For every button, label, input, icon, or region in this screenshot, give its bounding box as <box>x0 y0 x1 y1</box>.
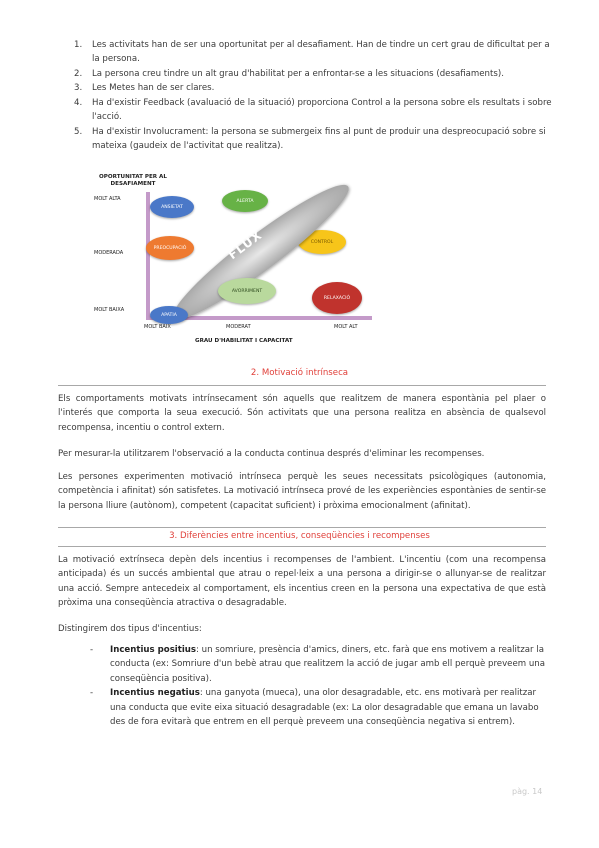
paragraph: Els comportaments motivats intrínsecament són aquells que realitzem de manera espontània pel plaer o l'interés que comporta la seua execució. Són activitats que una persona realitza en absència de qualsevol recompensa, incentiu o control extern. <box>58 394 546 433</box>
bubble-alerta: ALERTA <box>222 190 268 212</box>
y-tick-high: MOLT ALTA <box>94 196 121 202</box>
paragraph: La motivació extrínseca depèn dels incentius i recompenses de l'ambient. L'incentiu (com una recompensa anticipada) és un succés ambiental que atrau o repel·leix a una persona a dirigir-se o allunyar-se de realitzar una acció. Sempre antecedeix al comportament, els incentius creen en la persona una expectativa de que està pròxima una conseqüència atractiva o desagradable. <box>58 555 546 609</box>
list-item: 3. Les Metes han de ser clares. <box>74 83 215 94</box>
y-axis-title: OPORTUNITAT PER AL DESAFIAMENT <box>99 174 167 187</box>
section-divider <box>58 527 546 528</box>
list-item: - Incentius positius: un somriure, presència d'amics, diners, etc. farà que ens motivem a realitzar la conducta (ex: Somriure d'un bebè atrau que realitzem la acció de jugar amb ell perquè preveem una conseqüència positiva). <box>90 645 546 684</box>
bubble-apatia: APATIA <box>150 306 188 324</box>
x-tick-high: MOLT ALT <box>334 324 358 330</box>
section-divider <box>58 385 546 386</box>
page-number: pàg. 14 <box>512 787 543 796</box>
list-item: 2. La persona creu tindre un alt grau d'habilitat per a enfrontar-se a les situacions (desafiaments). <box>74 68 504 79</box>
list-item: 4. Ha d'existir Feedback (avaluació de la situació) proporciona Control a la persona sobre els resultats i sobre l'acció. <box>74 97 552 123</box>
section-heading-3: 3. Diferències entre incentius, conseqüències i recompenses <box>169 531 430 541</box>
section-divider <box>58 546 546 547</box>
flux-label: FLUX <box>225 227 265 263</box>
bubble-relaxacio: RELAXACIÓ <box>312 282 362 314</box>
paragraph: Les persones experimenten motivació intrínseca perquè les seues necessitats psicològiques (autonomia, competència i afinitat) són satisfetes. La motivació intrínseca prové de les experiències espontànies de sentir-se la persona lliure (autònom), competent (capacitat suficient) i pròxima emocionalment (afinitat). <box>58 472 546 511</box>
x-tick-low: MOLT BAIX <box>144 324 171 330</box>
x-axis-title: GRAU D'HABILITAT I CAPACITAT <box>195 338 293 344</box>
y-tick-moderate: MODERADA <box>94 250 124 256</box>
paragraph: Distingirem dos tipus d'incentius: <box>58 624 202 634</box>
y-tick-low: MOLT BAIXA <box>94 307 125 313</box>
list-item: - Incentius negatius: una ganyota (mueca), una olor desagradable, etc. ens motivarà per realitzar una conducta que evite eixa situació desagradable (ex: La olor desagradable que emana un lavabo des de fora evitarà que entrem en ell perquè preveem una conseqüència negativa si entrem). <box>90 688 539 728</box>
section-heading-2: 2. Motivació intrínseca <box>250 368 349 378</box>
paragraph: Per mesurar-la utilitzarem l'observació a la conducta continua després d'eliminar les recompenses. <box>58 449 485 459</box>
flow-diagram <box>90 170 380 353</box>
bubble-control: CONTROL <box>298 230 346 254</box>
bubble-ansietat: ANSIETAT <box>150 196 194 218</box>
conditions-list <box>74 38 552 154</box>
list-item: 5. Ha d'existir Involucrament: la persona se submergeix fins al punt de produir una despreocupació sobre si mateixa (gaudeix de l'activitat que realitza). <box>74 126 546 151</box>
bubble-avorriment: AVORRIMENT <box>218 278 276 304</box>
incentives-list <box>90 643 546 729</box>
x-tick-moderate: MODERAT <box>226 324 251 330</box>
bubble-preocupacio: PREOCUPACIÓ <box>146 236 194 260</box>
y-axis <box>146 192 150 320</box>
list-item: 1. Les activitats han de ser una oportunitat per al desafiament. Han de tindre un cert grau de dificultat per a la persona. <box>74 40 550 65</box>
